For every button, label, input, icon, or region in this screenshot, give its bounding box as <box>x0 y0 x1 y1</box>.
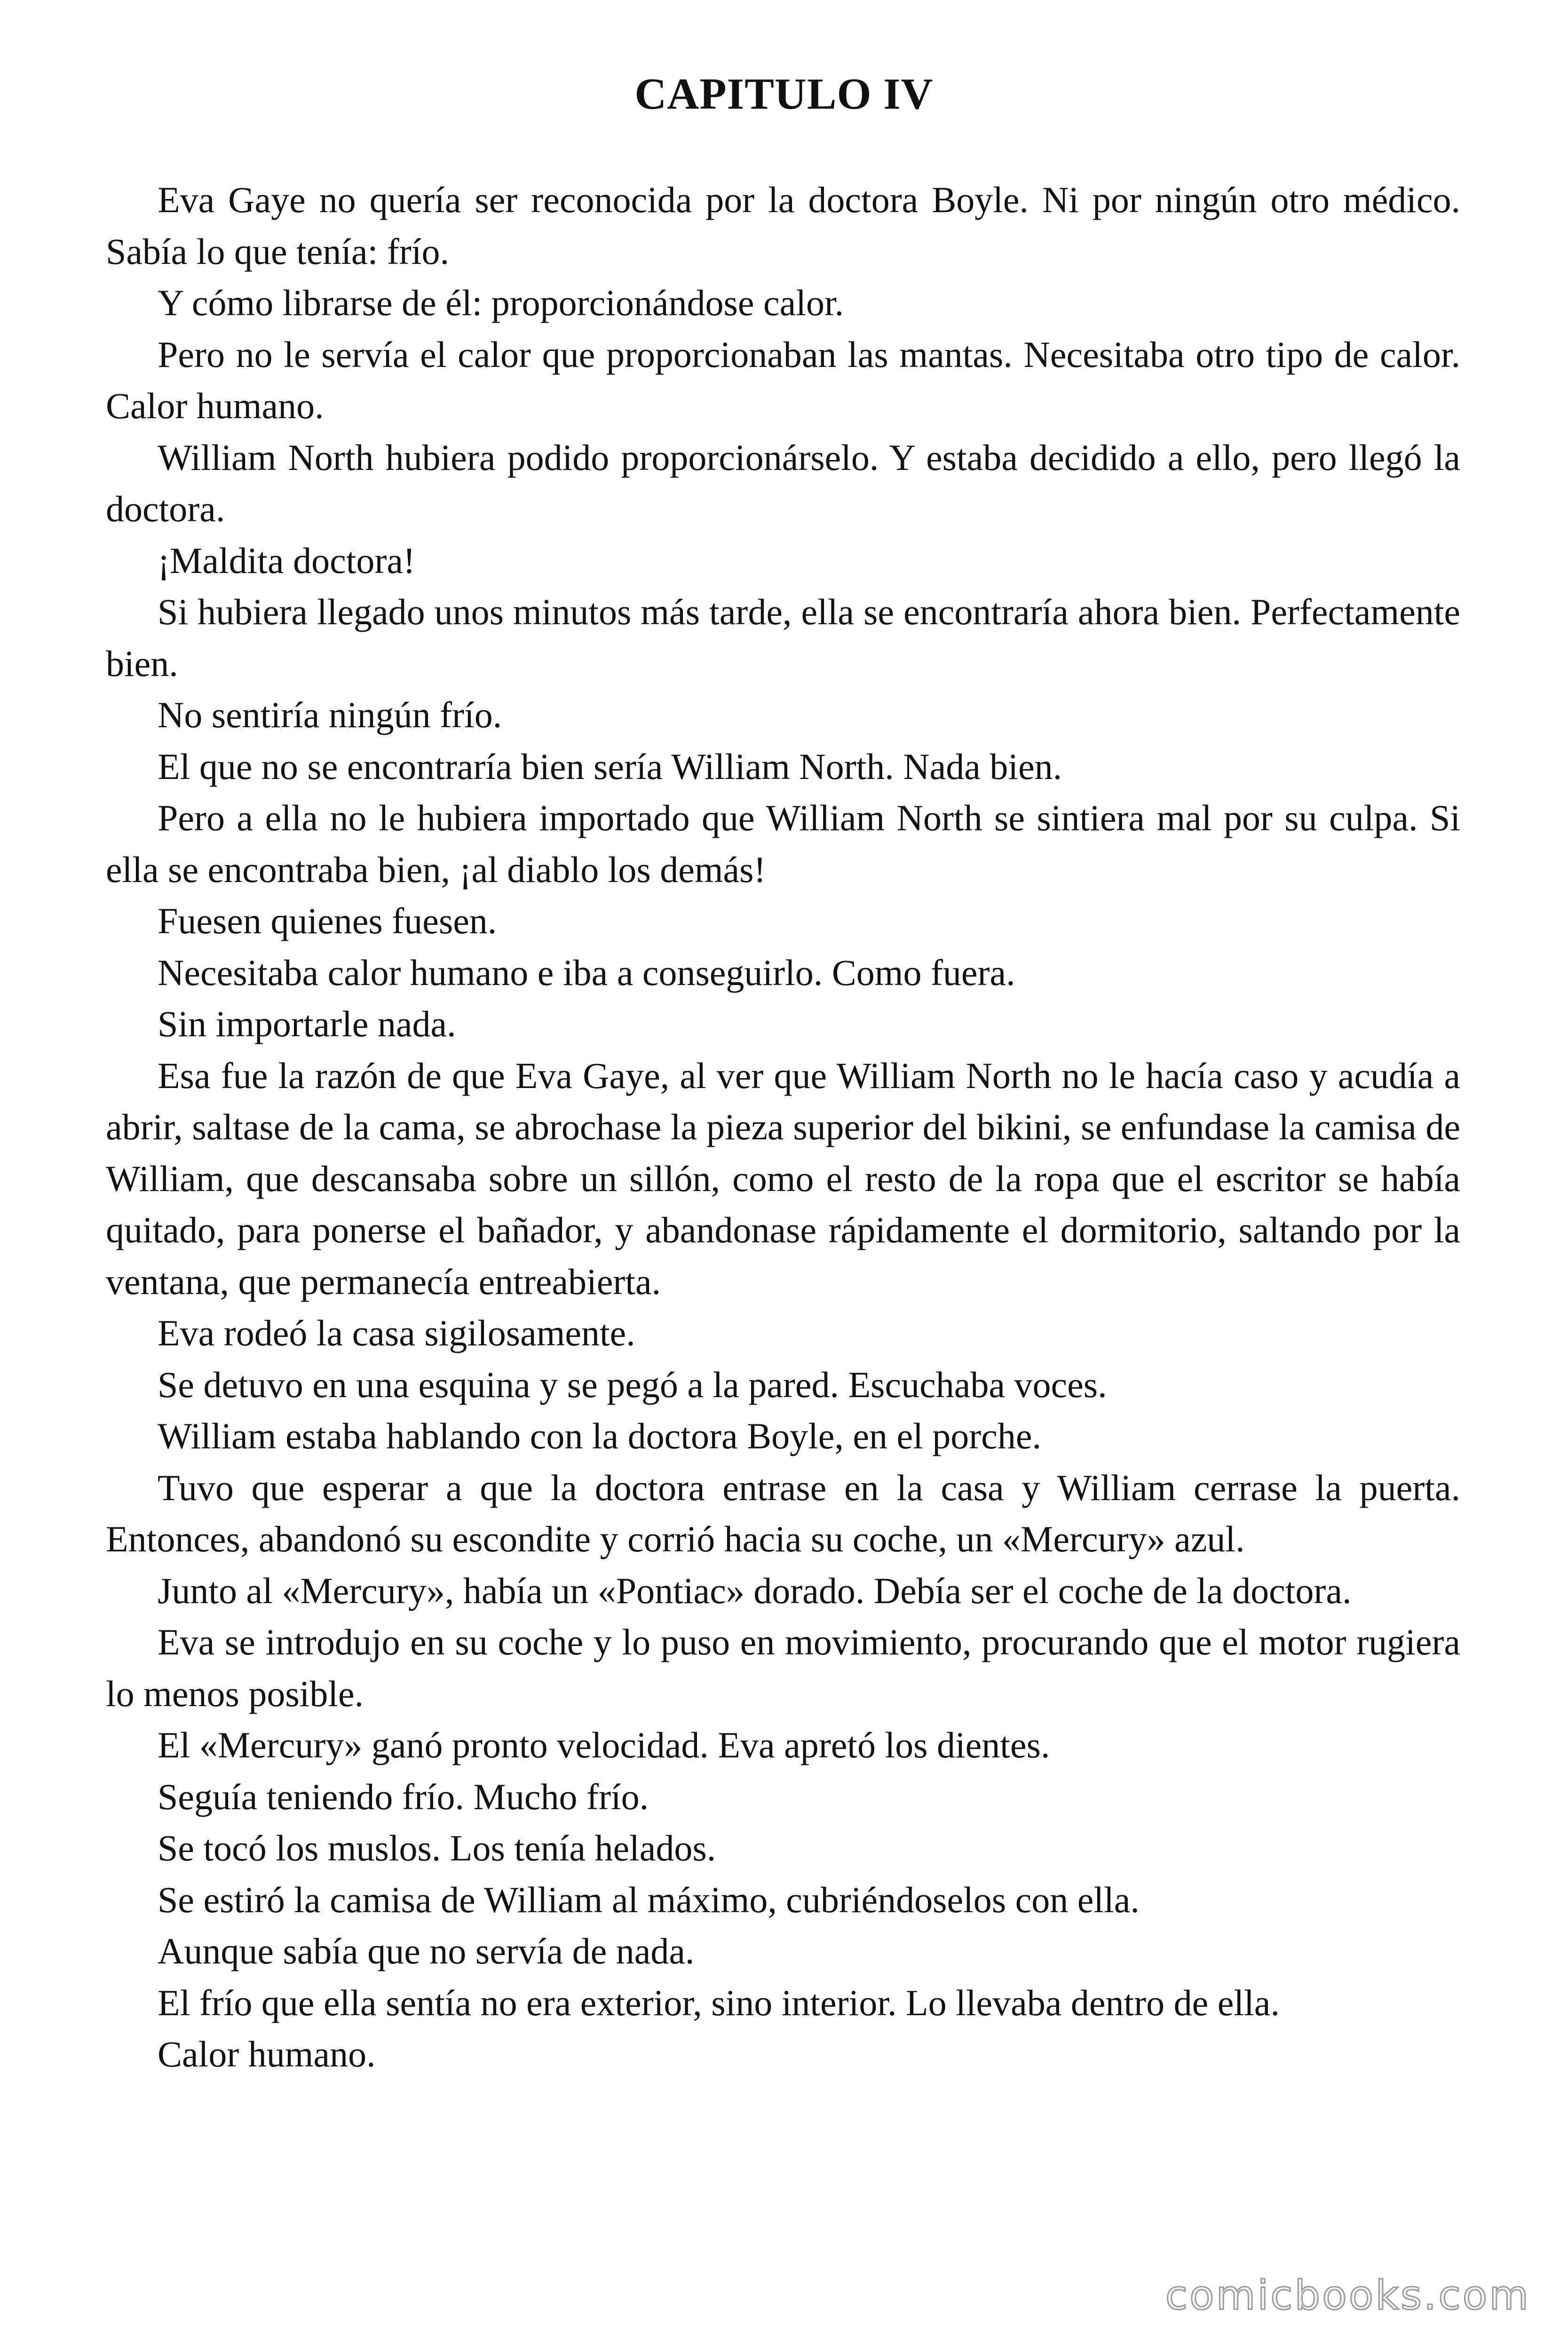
paragraph: Fuesen quienes fuesen. <box>158 900 497 941</box>
paragraph: Si hubiera llegado unos minutos más tarde, ella se encontraría ahora bien. Perfectamente bien. <box>106 591 1460 684</box>
paragraph: Esa fue la razón de que Eva Gaye, al ver que William North no le hacía caso y acudía a abrir, saltase de la cama, se abrochase la pieza superior del bikini, se enfundase la camisa de William, que descansaba sobre un sillón, como el resto de la ropa que el escritor se había quitado, para ponerse el bañador, y abandonase rápidamente el dormitorio, saltando por la ventana, que permanecía entreabierta. <box>106 1055 1460 1302</box>
paragraph: Eva rodeó la casa sigilosamente. <box>158 1312 635 1353</box>
paragraph: Aunque sabía que no servía de nada. <box>158 1931 695 1971</box>
paragraph: El que no se encontraría bien sería William North. Nada bien. <box>158 746 1062 787</box>
paragraph: Se estiró la camisa de William al máximo, cubriéndoselos con ella. <box>158 1879 1140 1920</box>
paragraph: ¡Maldita doctora! <box>158 540 415 581</box>
paragraph: El «Mercury» ganó pronto velocidad. Eva apretó los dientes. <box>158 1724 1050 1765</box>
paragraph: Seguía teniendo frío. Mucho frío. <box>158 1776 649 1817</box>
paragraph: William North hubiera podido proporcionárselo. Y estaba decidido a ello, pero llegó la doctora. <box>106 437 1460 529</box>
paragraph: Sin importarle nada. <box>158 1003 456 1044</box>
paragraph: No sentiría ningún frío. <box>158 694 502 735</box>
paragraph: Pero a ella no le hubiera importado que William North se sintiera mal por su culpa. Si ella se encontraba bien, ¡al diablo los demás! <box>106 797 1460 890</box>
chapter-title: CAPITULO IV <box>634 70 934 119</box>
paragraph: Tuvo que esperar a que la doctora entrase en la casa y William cerrase la puerta. Entonces, abandonó su escondite y corrió hacia su coche, un «Mercury» azul. <box>106 1467 1460 1559</box>
paragraph: Calor humano. <box>158 2034 376 2074</box>
paragraph: Eva se introdujo en su coche y lo puso en movimiento, procurando que el motor rugiera lo menos posible. <box>106 1621 1460 1714</box>
paragraph: Necesitaba calor humano e iba a conseguirlo. Como fuera. <box>158 952 1015 993</box>
paragraph: Se detuvo en una esquina y se pegó a la pared. Escuchaba voces. <box>158 1364 1107 1405</box>
paragraph: William estaba hablando con la doctora Boyle, en el porche. <box>158 1415 1042 1456</box>
paragraph: Pero no le servía el calor que proporcionaban las mantas. Necesitaba otro tipo de calor. Calor humano. <box>106 334 1460 426</box>
paragraph: Eva Gaye no quería ser reconocida por la doctora Boyle. Ni por ningún otro médico. Sabía lo que tenía: frío. <box>106 179 1460 272</box>
paragraph: El frío que ella sentía no era exterior, sino interior. Lo llevaba dentro de ella. <box>158 1982 1280 2023</box>
paragraph: Junto al «Mercury», había un «Pontiac» dorado. Debía ser el coche de la doctora. <box>158 1570 1352 1611</box>
watermark-logo: comicbooks.com <box>1165 2272 1530 2319</box>
paragraph: Y cómo librarse de él: proporcionándose calor. <box>158 282 844 323</box>
chapter-body <box>106 174 1460 2080</box>
paragraph: Se tocó los muslos. Los tenía helados. <box>158 1828 716 1868</box>
